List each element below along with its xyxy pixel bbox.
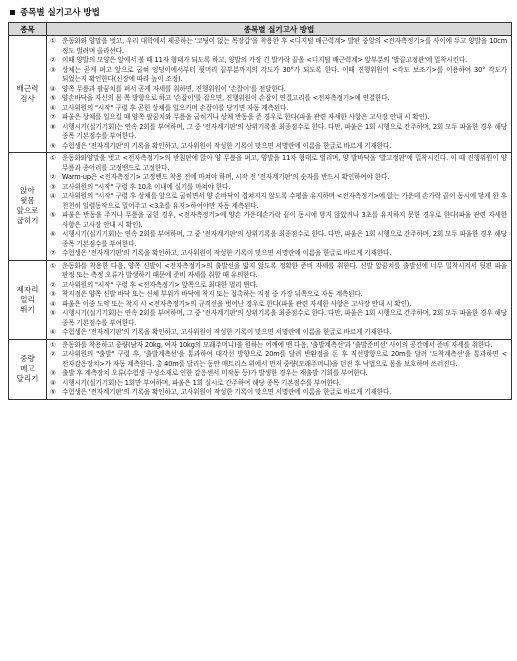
method-item [50, 341, 507, 351]
item-text: 운동화를 착용한 다음, 양쪽 신발이 <전자측정기>의 출발선을 밟지 않도록 정확한 준비 자세를 취한다. 신발 앞꿈치를 출발선에 너무 밀착시켜서 뒷편 파울 판정 또는 측정 오류가 발생하기 때문에 준비 자세를 취할 때 유의한다. [62, 261, 507, 279]
category-line: 배근력 [16, 84, 39, 93]
method-item [50, 94, 507, 104]
item-number: ① [50, 340, 56, 349]
item-text: 시행시기(실기기회)는 연속 2회를 부여하며, 그 중 '전자계기판'의 상위기록을 최종점수로 한다. 다만, 파울은 1회 시행으로 간주하며, 2회 모두 파울한 경우 해당 종목 기본점수를 부여한다. [62, 309, 507, 327]
item-number: ⑥ [50, 328, 56, 336]
item-text: 고사위원의 "시작" 구령 후 10초 이내에 실기를 마쳐야 한다. [62, 182, 231, 191]
category-cell [9, 260, 47, 339]
item-number: ⑥ [50, 103, 56, 112]
category-line: 메고 [20, 364, 35, 373]
item-text: 출발 후 계측장치 오류(수험생 구성소재로 인한 감응센서 미작동 등)가 발생한 경우는 재출발 기회를 부여한다. [62, 369, 368, 377]
item-text: 고사위원의 "시작" 구령 후 곧힌 상체를 일으키며 손잡이를 당기면 자동 계측된다. [62, 103, 289, 112]
method-item [50, 249, 507, 259]
method-item [50, 192, 507, 211]
category-cell [9, 339, 47, 399]
item-text: 이때 양발의 모양은 앞에서 볼 때 11자 형태가 되도록 하고, 양발의 가장 긴 발가락 끝을 <디지털 배근력계> 앞부분의 '발끝고정판'에 밀착시킨다. [62, 56, 468, 64]
item-text: 파울은 상체를 일으킬 때 양쪽 팔꿈치와 무릎을 굽히거나 상체 반동을 준 경우로 한다(파울 관련 자세한 사항은 고사장 안내 시 확인). [62, 113, 430, 121]
item-text: 고사위원의 "시작" 구령 후 <전자측정기> 앞쪽으로 최대한 멀리 뛴다. [62, 280, 258, 289]
item-text: 시행시기(실기기회)는 1회만 부여하며, 파울은 1회 실시로 간주하여 해당 종목 기본점수를 부여한다. [62, 378, 341, 387]
method-item [50, 56, 507, 66]
category-line: 윗몸 [20, 196, 35, 206]
method-item [50, 369, 507, 379]
method-list [50, 341, 507, 398]
item-text: 시행시기(실기기회)는 연속 2회를 부여하며, 그 중 '전자계기판'의 상위기록을 최종점수로 한다. 다만, 파울은 1회 시행으로 간주하며, 2회 모두 파울한 경우 해당 종목 기본점수를 부여한다. [62, 230, 507, 248]
category-cell [9, 36, 47, 153]
item-number: ② [50, 173, 56, 181]
item-text: 착지점은 양쪽 신발 바닥 또는 신체 부위가 바닥에 착지 또는 접촉하는 지점 중 가장 뒤쪽으로 자동 계측된다. [62, 290, 363, 298]
section-title-text: 종목별 실기고사 방법 [20, 8, 100, 18]
item-text: 운동화와양말을 벗고 <전자측정기>의 받침판에 앉아 양 무릎을 펴고, 양발을 11자 형태로 벌리며, 양 발바닥을 '발고정판'에 밀착시킨다. 이 때 진행위원이 양 무릎과 종아리를 고정밴드로 고정한다. [62, 154, 507, 172]
method-item [50, 66, 507, 85]
item-text: 파울은 이중 도약 또는 착지 시 <전자측정기>의 규격선을 벗어난 경우로 한다(파울 관련 자세한 사항은 고사장 안내 시 확인). [62, 299, 412, 308]
method-item [50, 211, 507, 230]
category-line: 검사 [20, 94, 35, 103]
category-line: 멀리 [20, 294, 35, 304]
item-text: 운동화와 양말을 벗고, 우리 대학에서 제공하는 '코팅이 없는 목장갑'을 착용한 후 <디지털 배근력계> 발판 중앙의 <전자측정기>를 사이에 두고 양발을 10cm 정도 벌려며 올라선다. [62, 37, 507, 55]
category-line: 중량 [20, 354, 35, 363]
method-list [50, 154, 507, 259]
method-cell [47, 153, 512, 261]
item-text: 상체는 곧게 펴고 앞으로 굽혀 엉덩이에서부터 뒷머리 끝부분까지의 각도가 30°가 되도록 한다. 이때 진행위원이 <각도 보조기>를 이용하여 30° 각도가 되었는지 확인한다(신장에 따라 높이 조정). [62, 65, 507, 83]
item-number: ⑤ [50, 94, 56, 102]
category-line: 뛰기 [20, 304, 35, 314]
method-item [50, 142, 507, 152]
method-item [50, 154, 507, 173]
method-cell [47, 260, 512, 339]
category-line: 굽히기 [16, 216, 39, 226]
item-text: 고사위원의 "출발" 구령 후, '출발계측선'을 통과하여 대각선 방향으로 20m를 달려 반환점을 돈 후 직선방향으로 20m를 달려 '도착계측선'을 통과하면 <전자감응장치>가 자동 계측한다. 총 40m를 달리는 동안 매트리스 위에서 먼저 중량(모래주머니)을 던진 후 낙법으로 몸을 보호하며 쓰러진다. [62, 350, 507, 368]
method-item [50, 388, 507, 398]
method-item [50, 113, 507, 123]
item-number: ③ [50, 290, 56, 298]
item-text: 양손바닥을 자신의 몸 쪽 방향으로 하고 '손잡이'를 잡으면, 진행위원이 손잡이 연결고리를 <전자측정기>에 연결한다. [62, 94, 390, 102]
item-number: ⑨ [50, 141, 56, 150]
method-list [50, 262, 507, 338]
item-number: ⑤ [50, 388, 56, 396]
method-item [50, 281, 507, 291]
square-bullet-icon [10, 10, 15, 15]
category-line: 앞으로 [16, 206, 39, 216]
method-item [50, 328, 507, 338]
item-text: 양쪽 무릎과 팔꿈치를 펴서 곧게 자세를 취하면, 진행위원이 '손잡이'를 전달한다. [62, 84, 286, 93]
item-text: 수험생은 '전자계기판'의 기록을 확인하고, 고사위원이 작성한 기록이 맞으면 서명란에 이름을 한글로 바르게 기재한다. [62, 141, 392, 150]
item-number: ③ [50, 369, 56, 377]
item-number: ④ [50, 192, 56, 200]
table-row [9, 260, 512, 339]
item-number: ⑦ [50, 113, 56, 121]
item-number: ⑥ [50, 230, 56, 238]
item-number: ① [50, 261, 56, 270]
item-number: ④ [50, 378, 56, 387]
item-number: ② [50, 56, 56, 64]
item-number: ③ [50, 182, 56, 191]
method-item [50, 300, 507, 310]
item-number: ⑤ [50, 211, 56, 219]
table-header-row [9, 23, 512, 36]
method-item [50, 85, 507, 95]
section-title [10, 5, 100, 19]
item-text: Warm-up은 <전자측정기> 고정밴드 착용 전에 마쳐야 하며, 시작 전 '전자계기판'의 숫자를 반드시 확인하여야 한다. [62, 173, 390, 181]
table-row [9, 36, 512, 153]
table-row [9, 153, 512, 261]
item-text: 수험생은 '전자계기판'의 기록을 확인하고, 고사위원이 작성한 기록이 맞으면 서명란에 이름을 한글로 바르게 기재한다. [62, 249, 392, 257]
method-item [50, 104, 507, 114]
method-item [50, 309, 507, 328]
method-item [50, 173, 507, 183]
item-number: ② [50, 280, 56, 289]
category-line: 제자리 [16, 284, 39, 294]
method-item [50, 123, 507, 142]
exam-methods-table [8, 22, 512, 400]
method-item [50, 379, 507, 389]
method-item [50, 183, 507, 193]
category-line: 달리기 [16, 374, 39, 383]
item-number: ③ [50, 65, 56, 74]
method-item [50, 230, 507, 249]
item-number: ① [50, 37, 56, 45]
header-method: 종목별 실기고사 방법 [47, 23, 512, 36]
category-line: 앉아 [20, 186, 35, 196]
category-cell [9, 153, 47, 261]
table-row [9, 339, 512, 399]
method-item [50, 37, 507, 56]
item-text: 고사위원의 "시작" 구령 후 상체를 앞으로 굽히면서 양 손바닥이 겹쳐지지 않도록 수평을 유지하며 <전자측정기>에 앉는 가운데 손가락 끝이 동시에 닿게 한 후 천천히 일렬동작으로 밀어주고 <3초를 유지>하여야만 자동 계측된다. [62, 192, 507, 210]
item-number: ④ [50, 84, 56, 93]
item-text: 수험생은 '전자계기판'의 기록을 확인하고, 고사위원이 작성한 기록이 맞으면 서명란에 이름을 한글로 바르게 기재한다. [62, 388, 392, 396]
item-number: ⑧ [50, 122, 56, 131]
item-text: 시행시기(실기기회)는 연속 2회를 부여하며, 그 중 '전자계기판'의 상위기록을 최종점수로 한다. 다만, 파울은 1회 시행으로 간주하며, 2회 모두 파울한 경우 해당 종목 기본점수를 부여한다. [62, 122, 507, 140]
item-number: ② [50, 350, 56, 358]
method-item [50, 262, 507, 281]
item-text: 운동화를 착용하고 중량(남자 20kg, 여자 10kg의 모래주머니)을 원하는 어깨에 맨 다음, '출발계측선'과 '출발준비선' 사이의 공간에서 준비 자세를 취한다. [62, 340, 493, 349]
method-cell [47, 36, 512, 153]
item-text: 파울은 반동을 주거나 무릎을 굽힌 경우, <전자측정기>에 양손 가운데손가락 끝이 동시에 닿지 않았거나 3초를 유지하지 못한 경우로 한다(파울 관련 자세한 사항은 고사장 안내 시 확인). [62, 211, 507, 229]
method-list [50, 37, 507, 151]
method-item [50, 290, 507, 300]
method-item [50, 350, 507, 369]
item-number: ① [50, 154, 56, 162]
item-number: ⑦ [50, 249, 56, 257]
item-number: ⑤ [50, 309, 56, 317]
header-category: 종목 [9, 23, 47, 36]
method-cell [47, 339, 512, 399]
item-text: 수험생은 '전자계기판'의 기록을 확인하고, 고사위원이 작성한 기록이 맞으면 서명란에 이름을 한글로 바르게 기재한다. [62, 328, 392, 336]
item-number: ④ [50, 299, 56, 308]
